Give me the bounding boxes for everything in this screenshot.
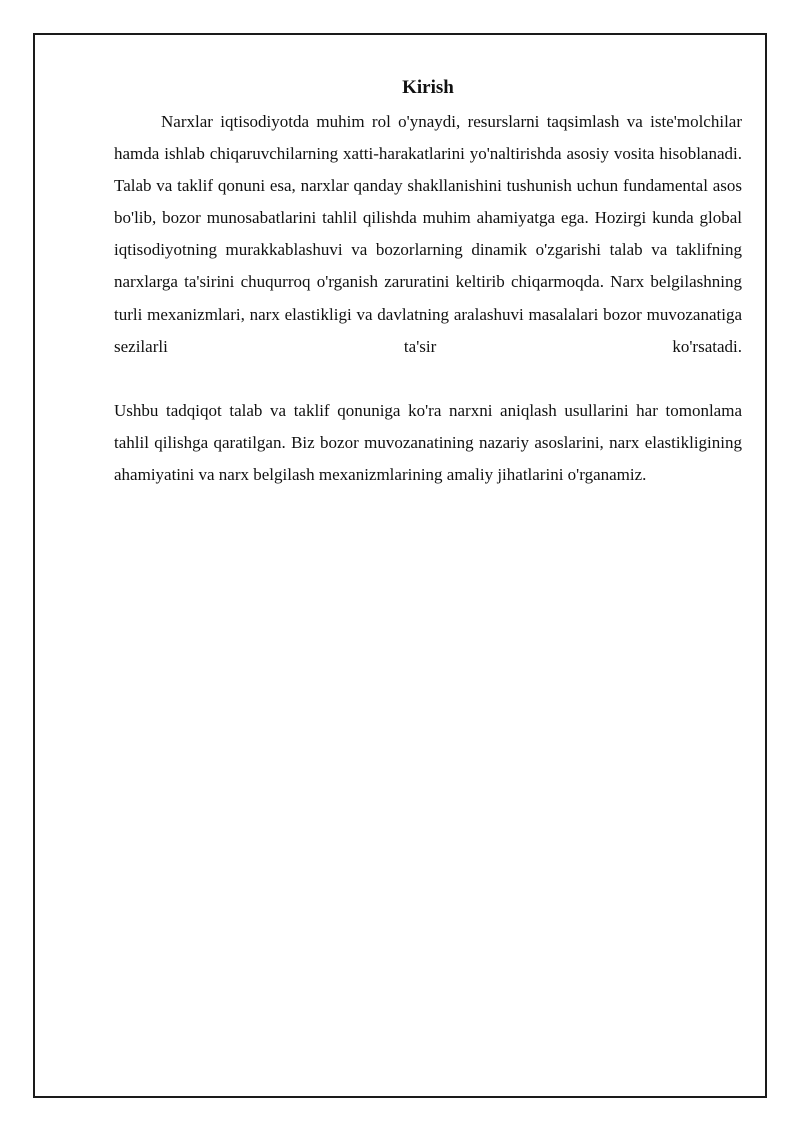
section-title: Kirish	[402, 77, 454, 98]
paragraph-spacer	[114, 363, 742, 395]
document-body	[114, 76, 742, 491]
paragraph-intro: Narxlar iqtisodiyotda muhim rol o'ynaydi, resurslarni taqsimlash va iste'molchilar hamda ishlab chiqaruvchilarning xatti-harakatlarini yo'naltirishda asosiy vosita hisoblanadi. Talab va taklif qonuni esa, narxlar qanday shakllanishini tushunish uchun fundamental asos bo'lib, bozor munosabatlarini tahlil qilishda muhim ahamiyatga ega. Hozirgi kunda global iqtisodiyotning murakkablashuvi va bozorlarning dinamik o'zgarishi talab va taklifning narxlarga ta'sirini chuqurroq o'rganish zaruratini keltirib chiqarmoqda. Narx belgilashning turli mexanizmlari, narx elastikligi va davlatning aralashuvi masalalari bozor muvozanatiga sezilarli ta'sir ko'rsatadi.	[114, 112, 742, 356]
paragraph-research-aim: Ushbu tadqiqot talab va taklif qonuniga ko'ra narxni aniqlash usullarini har tomonlama tahlil qilishga qaratilgan. Biz bozor muvozanatining nazariy asoslarini, narx elastikligining ahamiyatini va narx belgilash mexanizmlarining amaliy jihatlarini o'rganamiz.	[114, 400, 742, 484]
